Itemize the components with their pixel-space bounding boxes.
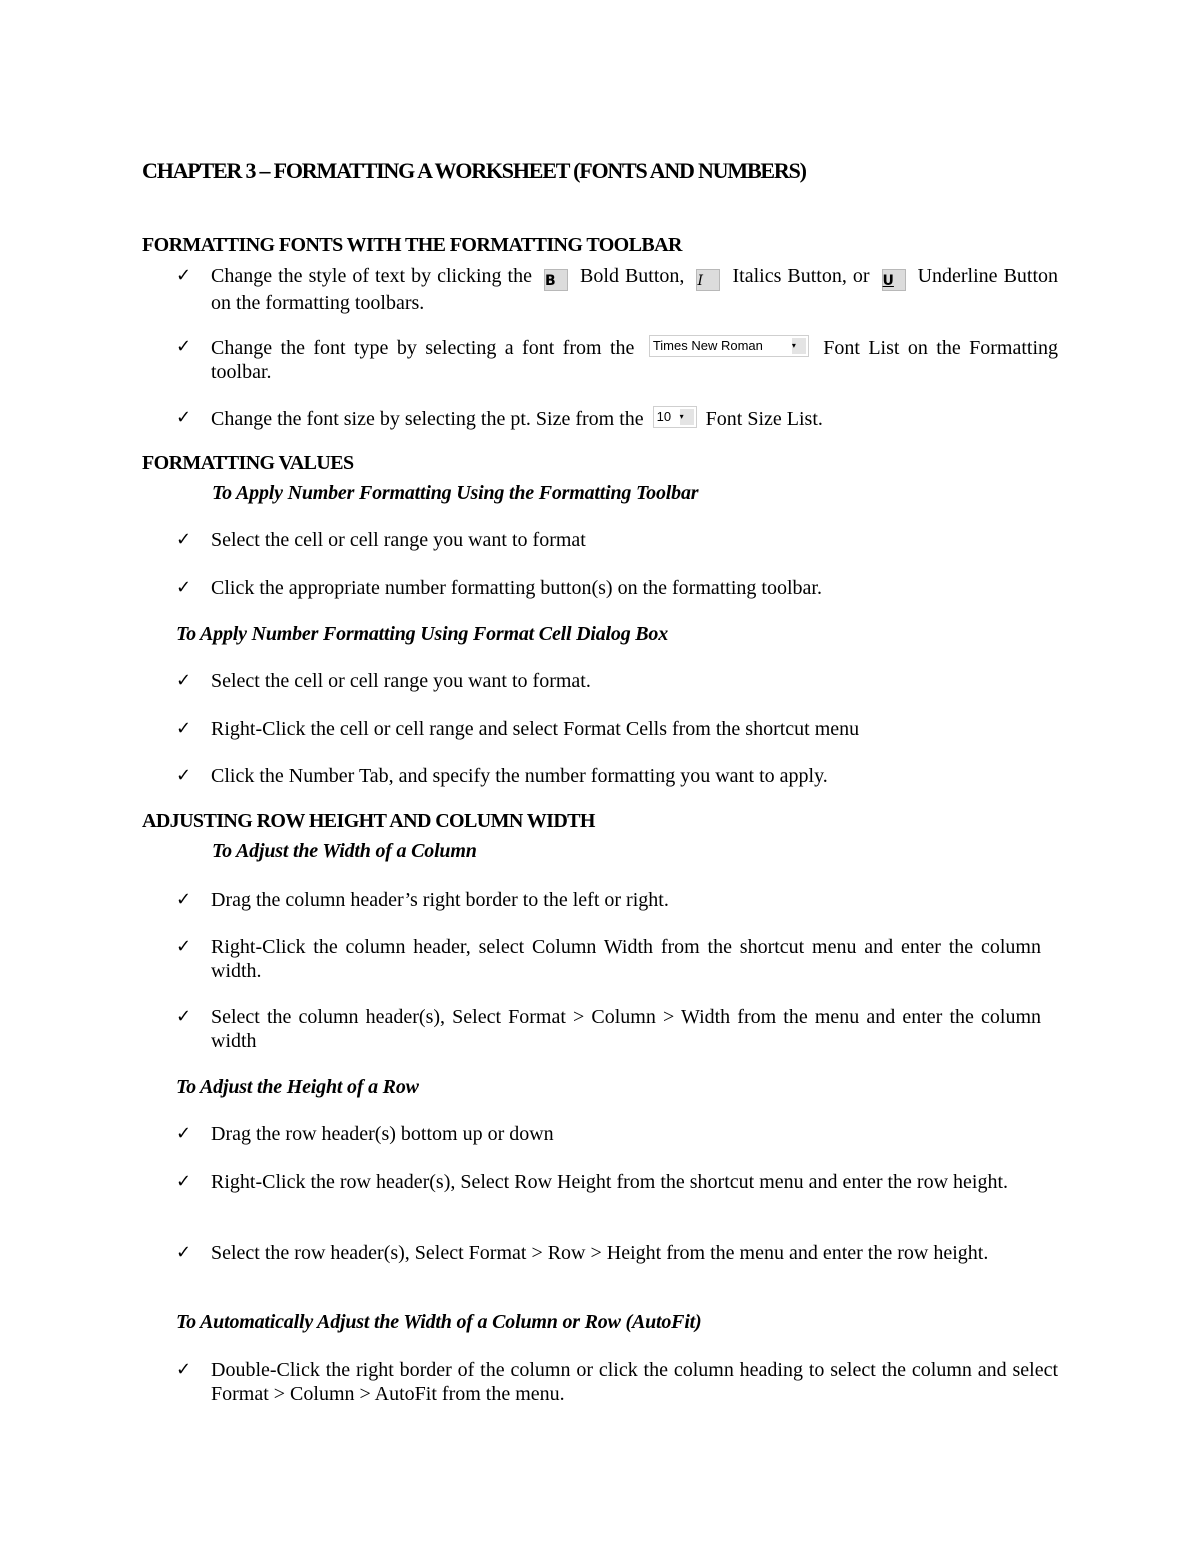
- item-text: Font List on the Formatting toolbar.: [211, 337, 1059, 383]
- dropdown-arrow-icon: ▾: [792, 338, 806, 354]
- item-text: Right-Click the row header(s), Select Row Height from the shortcut menu and enter the row height.: [211, 1171, 1009, 1193]
- checkmark-icon: ✓: [176, 765, 192, 786]
- checkmark-icon: ✓: [176, 265, 192, 286]
- list-item: [176, 1005, 1058, 1053]
- list-item: [176, 1170, 1058, 1194]
- item-text: Drag the column header’s right border to the left or right.: [211, 889, 669, 911]
- subheading-format-cell-dialog: To Apply Number Formatting Using Format Cell Dialog Box: [176, 623, 669, 645]
- checkmark-icon: ✓: [176, 1006, 192, 1027]
- list-item: [176, 764, 1058, 788]
- item-text: Change the style of text by clicking the: [211, 265, 532, 287]
- list-item: [176, 528, 1058, 552]
- item-text: Right-Click the cell or cell range and select Format Cells from the shortcut menu: [211, 718, 860, 740]
- list-item: [176, 1122, 1058, 1146]
- font-list-value: Times New Roman: [652, 338, 763, 353]
- list-item: [176, 335, 1058, 384]
- item-text: Select the cell or cell range you want to format: [211, 529, 586, 551]
- item-text: Change the font size by selecting the pt. Size from the: [211, 408, 644, 430]
- checkmark-icon: ✓: [176, 1242, 192, 1263]
- subheading-column-width: To Adjust the Width of a Column: [212, 840, 477, 862]
- item-text: Right-Click the column header, select Column Width from the shortcut menu and enter the column width.: [211, 936, 1041, 982]
- item-text: Drag the row header(s) bottom up or down: [211, 1123, 554, 1145]
- item-text: Select the cell or cell range you want to format.: [211, 670, 591, 692]
- subheading-row-height: To Adjust the Height of a Row: [176, 1076, 419, 1098]
- item-text: Italics Button, or: [732, 265, 870, 287]
- italic-button-icon: I: [696, 269, 720, 291]
- font-size-combo-icon: [653, 406, 697, 428]
- item-text: Underline Button on the formatting toolbars.: [211, 265, 1059, 314]
- checkmark-icon: ✓: [176, 1123, 192, 1144]
- list-item: [176, 1358, 1058, 1406]
- checkmark-icon: ✓: [176, 670, 192, 691]
- checkmark-icon: ✓: [176, 336, 192, 357]
- checkmark-icon: ✓: [176, 936, 192, 957]
- subheading-toolbar-number-formatting: To Apply Number Formatting Using the Formatting Toolbar: [212, 482, 699, 504]
- list-item: [176, 1241, 1058, 1265]
- list-item: [176, 717, 1058, 741]
- item-text: Double-Click the right border of the column or click the column heading to select the column and select Format > Column > AutoFit from the menu.: [211, 1359, 1058, 1405]
- item-text: Bold Button,: [580, 265, 685, 287]
- item-text: Change the font type by selecting a font from the: [211, 337, 635, 359]
- item-text: Select the row header(s), Select Format > Row > Height from the menu and enter the row height.: [211, 1242, 989, 1264]
- list-item: [176, 264, 1058, 315]
- item-text: Font Size List.: [705, 408, 823, 430]
- list-item: [176, 576, 1058, 600]
- underline-button-icon: U: [882, 269, 906, 291]
- checkmark-icon: ✓: [176, 889, 192, 910]
- list-item: [176, 669, 1058, 693]
- section-heading-values: FORMATTING VALUES: [142, 452, 354, 474]
- checkmark-icon: ✓: [176, 1359, 192, 1380]
- dropdown-arrow-icon: ▾: [680, 409, 694, 425]
- section-heading-adjusting: ADJUSTING ROW HEIGHT AND COLUMN WIDTH: [142, 810, 595, 832]
- list-item: [176, 935, 1058, 983]
- list-item: [176, 888, 1058, 912]
- checkmark-icon: ✓: [176, 1171, 192, 1192]
- subheading-autofit: To Automatically Adjust the Width of a Column or Row (AutoFit): [176, 1311, 702, 1333]
- checkmark-icon: ✓: [176, 407, 192, 428]
- font-size-value: 10: [656, 409, 672, 424]
- item-text: Click the appropriate number formatting button(s) on the formatting toolbar.: [211, 577, 822, 599]
- chapter-title: CHAPTER 3 – FORMATTING A WORKSHEET (FONTS AND NUMBERS): [142, 158, 806, 183]
- checkmark-icon: ✓: [176, 529, 192, 550]
- section-heading-fonts: FORMATTING FONTS WITH THE FORMATTING TOOLBAR: [142, 234, 682, 256]
- item-text: Click the Number Tab, and specify the number formatting you want to apply.: [211, 765, 828, 787]
- checkmark-icon: ✓: [176, 718, 192, 739]
- font-list-combo-icon: [649, 335, 809, 357]
- bold-button-icon: B: [544, 269, 568, 291]
- item-text: Select the column header(s), Select Format > Column > Width from the menu and enter the column width: [211, 1006, 1041, 1052]
- checkmark-icon: ✓: [176, 577, 192, 598]
- list-item: [176, 406, 1058, 431]
